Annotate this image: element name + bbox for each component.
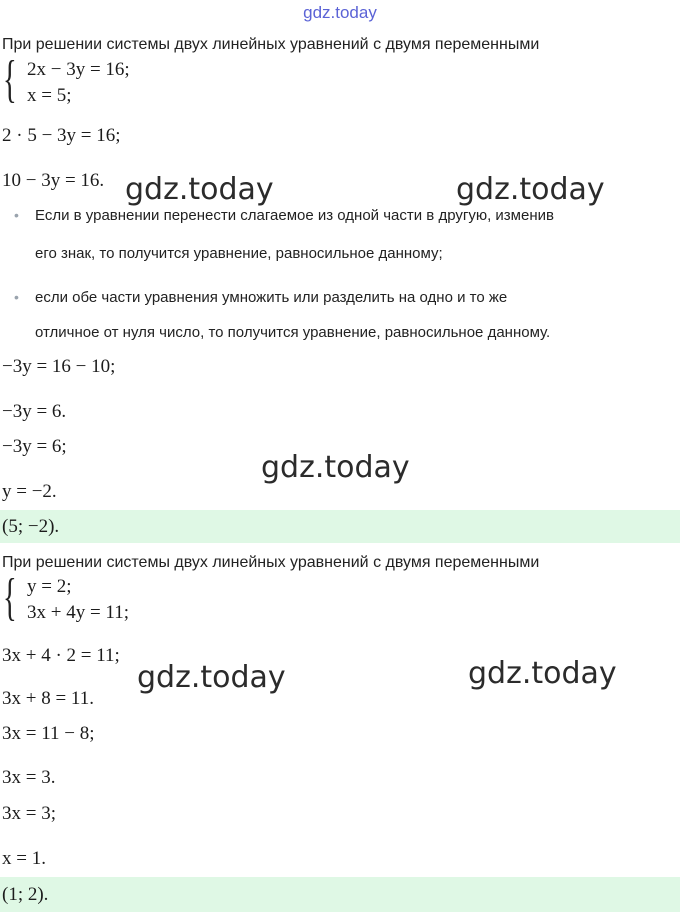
watermark: gdz.today	[468, 656, 617, 691]
system-brace: {	[3, 569, 17, 626]
watermark-top: gdz.today	[303, 3, 377, 22]
math-step: 2 · 5 − 3y = 16;	[2, 125, 121, 146]
bullet-marker: •	[14, 207, 19, 223]
math-step: 3x = 3;	[2, 803, 56, 824]
rule-text: если обе части уравнения умножить или разделить на одно и то же	[35, 289, 508, 306]
watermark: gdz.today	[456, 172, 605, 207]
answer: (1; 2).	[2, 884, 49, 905]
system-equation: y = 2;	[27, 576, 72, 597]
watermark: gdz.today	[261, 450, 410, 485]
system-equation: x = 5;	[27, 85, 72, 106]
system-equation: 3x + 4y = 11;	[27, 602, 130, 623]
intro-text: При решении системы двух линейных уравнений с двумя переменными	[2, 554, 540, 571]
math-step: y = −2.	[2, 481, 57, 502]
math-step: −3y = 16 − 10;	[2, 356, 116, 377]
answer: (5; −2).	[2, 516, 60, 537]
math-step: −3y = 6.	[2, 401, 67, 422]
math-step: 3x = 11 − 8;	[2, 723, 95, 744]
rule-text: его знак, то получится уравнение, равносильное данному;	[35, 245, 443, 262]
intro-text: При решении системы двух линейных уравнений с двумя переменными	[2, 36, 540, 53]
system-brace: {	[3, 51, 17, 108]
watermark: gdz.today	[137, 660, 286, 695]
bullet-marker: •	[14, 289, 19, 305]
system-equation: 2x − 3y = 16;	[27, 59, 130, 80]
answer-highlight	[0, 877, 680, 912]
watermark: gdz.today	[125, 172, 274, 207]
math-step: x = 1.	[2, 848, 46, 869]
rule-text: отличное от нуля число, то получится уравнение, равносильное данному.	[35, 324, 551, 341]
answer-highlight	[0, 510, 680, 543]
rule-text: Если в уравнении перенести слагаемое из одной части в другую, изменив	[35, 207, 554, 224]
math-step: 3x + 4 · 2 = 11;	[2, 645, 120, 666]
math-step: 10 − 3y = 16.	[2, 170, 105, 191]
math-step: −3y = 6;	[2, 436, 67, 457]
math-step: 3x = 3.	[2, 767, 56, 788]
math-step: 3x + 8 = 11.	[2, 688, 94, 709]
